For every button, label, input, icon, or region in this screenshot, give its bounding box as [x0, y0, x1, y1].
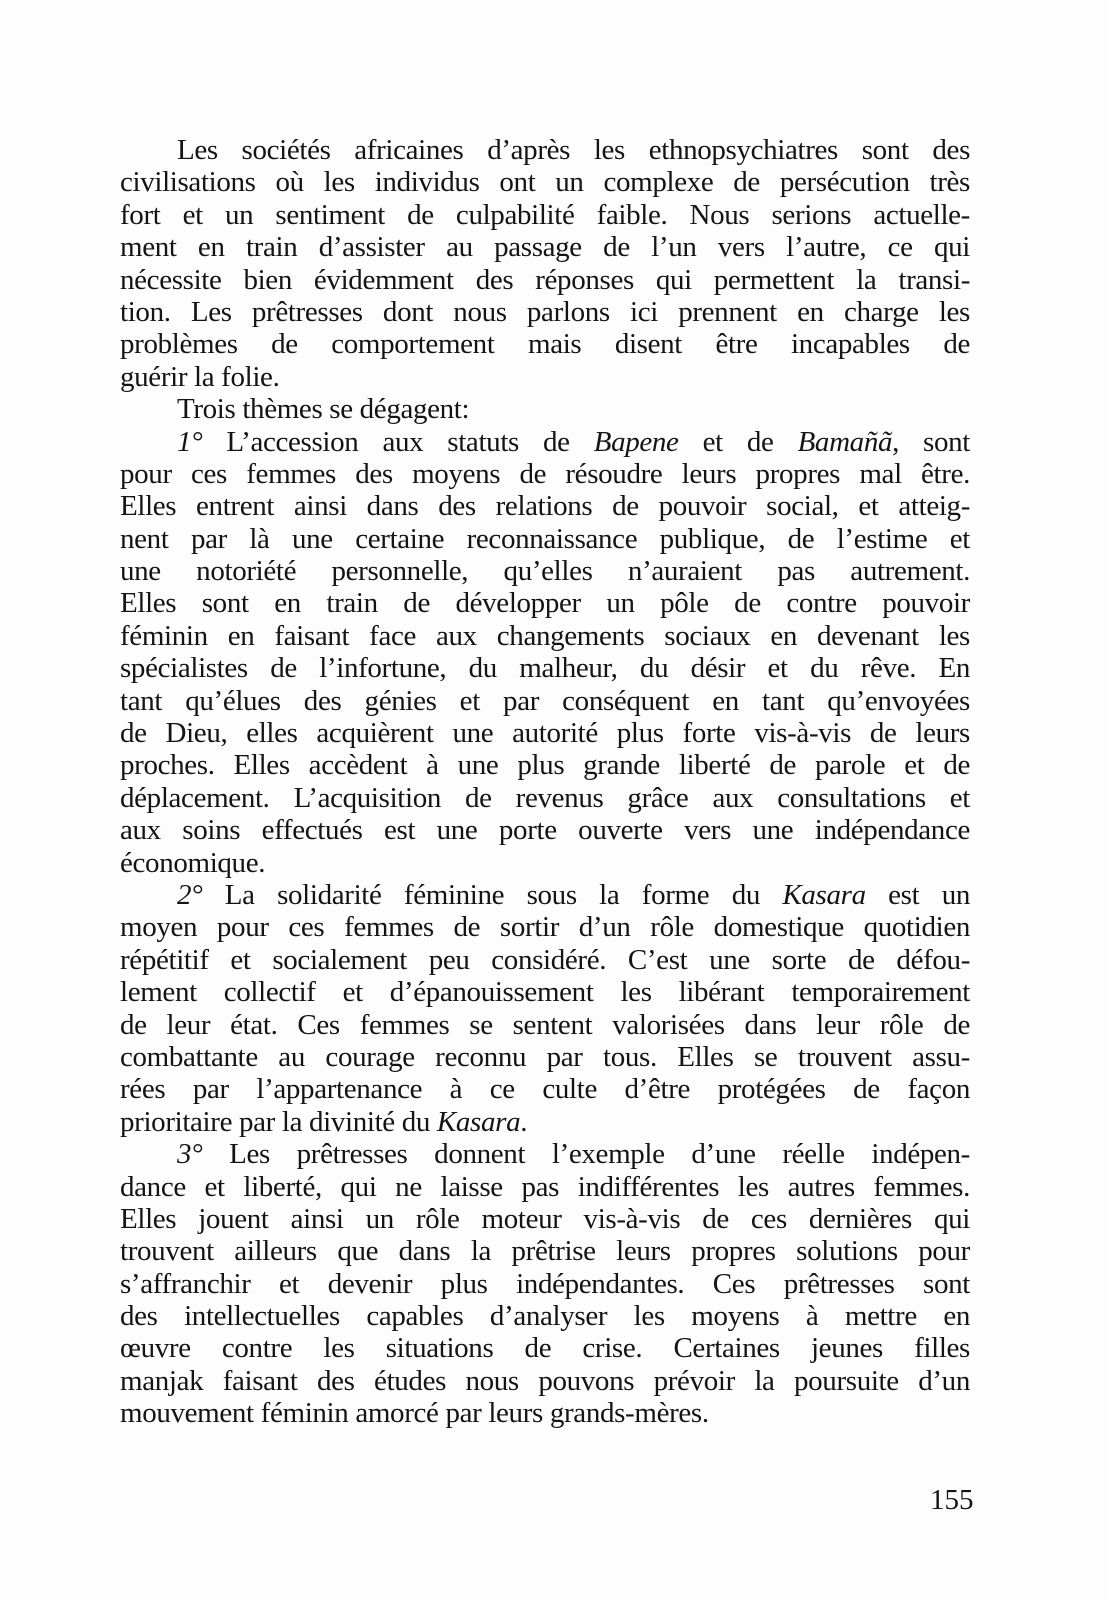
text-segment: nécessite bien évidemment des réponses qui permettent la transi-: [120, 263, 970, 296]
italic-term: Bapene: [593, 425, 679, 458]
text-segment: , sont: [892, 425, 970, 458]
text-segment: moyen pour ces femmes de sortir d’un rôle domestique quotidien: [120, 911, 970, 944]
text-segment: prioritaire par la divinité du: [120, 1105, 437, 1138]
text-segment: une notoriété personnelle, qu’elles n’auraient pas autrement.: [120, 555, 970, 588]
text-segment: économique.: [120, 846, 266, 879]
text-line: [120, 1203, 970, 1235]
text-segment: La solidarité féminine sous la forme du: [202, 878, 783, 911]
text-segment: Elles jouent ainsi un rôle moteur vis-à-vis de ces dernières qui: [120, 1202, 970, 1235]
text-line: [120, 231, 970, 263]
body-text: [120, 134, 970, 1430]
text-line: [120, 1365, 970, 1397]
text-line: [120, 1332, 970, 1364]
page-number: 155: [930, 1484, 974, 1516]
text-segment: tion. Les prêtresses dont nous parlons ici prennent en charge les: [120, 295, 970, 328]
text-segment: lement collectif et d’épanouissement les libérant temporairement: [120, 976, 970, 1009]
italic-term: Bamañã: [797, 425, 893, 458]
paragraph-first-line: [120, 393, 970, 425]
text-line: [120, 1171, 970, 1203]
text-segment: manjak faisant des études nous pouvons prévoir la poursuite d’un: [120, 1364, 970, 1397]
text-line: [120, 652, 970, 684]
text-line: [120, 749, 970, 781]
text-segment: répétitif et socialement peu considéré. C’est une sorte de défou-: [120, 943, 970, 976]
text-segment: problèmes de comportement mais disent être incapables de: [120, 328, 970, 361]
text-segment: spécialistes de l’infortune, du malheur, du désir et du rêve. En: [120, 652, 970, 685]
text-line: [120, 166, 970, 198]
text-line: [120, 620, 970, 652]
text-line: [120, 296, 970, 328]
text-segment: et de: [678, 425, 798, 458]
text-segment: mouvement féminin amorcé par leurs grands-mères.: [120, 1397, 709, 1430]
text-line: [120, 1106, 970, 1138]
text-segment: s’affranchir et devenir plus indépendantes. Ces prêtresses sont: [120, 1267, 970, 1300]
text-segment: féminin en faisant face aux changements sociaux en devenant les: [120, 619, 970, 652]
text-line: [120, 685, 970, 717]
text-segment: combattante au courage reconnu par tous. Elles se trouvent assu-: [120, 1040, 970, 1073]
text-line: [120, 1009, 970, 1041]
text-segment: pour ces femmes des moyens de résoudre leurs propres mal être.: [120, 457, 970, 490]
text-line: [120, 1073, 970, 1105]
text-line: [120, 587, 970, 619]
text-segment: L’accession aux statuts de: [202, 425, 594, 458]
text-segment: aux soins effectués est une porte ouverte vers une indépendance: [120, 814, 970, 847]
italic-term: Kasara: [782, 878, 866, 911]
text-line: [120, 976, 970, 1008]
paragraph-first-line: [120, 879, 970, 911]
text-segment: guérir la folie.: [120, 360, 280, 393]
text-line: [120, 328, 970, 360]
text-line: [120, 490, 970, 522]
text-line: [120, 1041, 970, 1073]
text-segment: Elles entrent ainsi dans des relations de pouvoir social, et atteig-: [120, 490, 970, 523]
text-segment: œuvre contre les situations de crise. Certaines jeunes filles: [120, 1332, 970, 1365]
italic-term: 1°: [177, 425, 203, 458]
text-line: [120, 1397, 970, 1429]
text-line: [120, 814, 970, 846]
paragraph-first-line: [120, 134, 970, 166]
text-segment: Trois thèmes se dégagent:: [177, 393, 470, 426]
text-segment: de leur état. Ces femmes se sentent valorisées dans leur rôle de: [120, 1008, 970, 1041]
paragraph-first-line: [120, 1138, 970, 1170]
text-line: [120, 1268, 970, 1300]
text-segment: rées par l’appartenance à ce culte d’être protégées de façon: [120, 1073, 970, 1106]
italic-term: 2°: [177, 878, 203, 911]
text-segment: tant qu’élues des génies et par conséquent en tant qu’envoyées: [120, 684, 970, 717]
text-line: [120, 717, 970, 749]
text-line: [120, 944, 970, 976]
text-line: [120, 911, 970, 943]
text-line: [120, 555, 970, 587]
text-line: [120, 361, 970, 393]
text-line: [120, 1300, 970, 1332]
text-line: [120, 264, 970, 296]
text-line: [120, 847, 970, 879]
text-segment: est un: [865, 878, 971, 911]
text-segment: de Dieu, elles acquièrent une autorité plus forte vis-à-vis de leurs: [120, 717, 970, 750]
text-segment: ment en train d’assister au passage de l’un vers l’autre, ce qui: [120, 231, 970, 264]
italic-term: Kasara: [436, 1105, 521, 1138]
text-segment: .: [520, 1105, 528, 1138]
text-line: [120, 782, 970, 814]
text-segment: Les prêtresses donnent l’exemple d’une réelle indépen-: [202, 1138, 970, 1171]
text-segment: Elles sont en train de développer un pôle de contre pouvoir: [120, 587, 970, 620]
text-segment: civilisations où les individus ont un complexe de persécution très: [120, 166, 970, 199]
text-segment: dance et liberté, qui ne laisse pas indifférentes les autres femmes.: [120, 1170, 970, 1203]
text-segment: déplacement. L’acquisition de revenus grâce aux consultations et: [120, 781, 970, 814]
text-line: [120, 523, 970, 555]
text-segment: proches. Elles accèdent à une plus grande liberté de parole et de: [120, 749, 970, 782]
text-segment: des intellectuelles capables d’analyser les moyens à mettre en: [120, 1300, 970, 1333]
text-segment: nent par là une certaine reconnaissance publique, de l’estime et: [120, 522, 970, 555]
text-line: [120, 1235, 970, 1267]
italic-term: 3°: [177, 1138, 203, 1171]
text-segment: Les sociétés africaines d’après les ethnopsychiatres sont des: [177, 134, 970, 166]
text-segment: trouvent ailleurs que dans la prêtrise leurs propres solutions pour: [120, 1235, 970, 1268]
text-segment: fort et un sentiment de culpabilité faible. Nous serions actuelle-: [120, 198, 970, 231]
paragraph-first-line: [120, 426, 970, 458]
text-line: [120, 199, 970, 231]
text-line: [120, 458, 970, 490]
